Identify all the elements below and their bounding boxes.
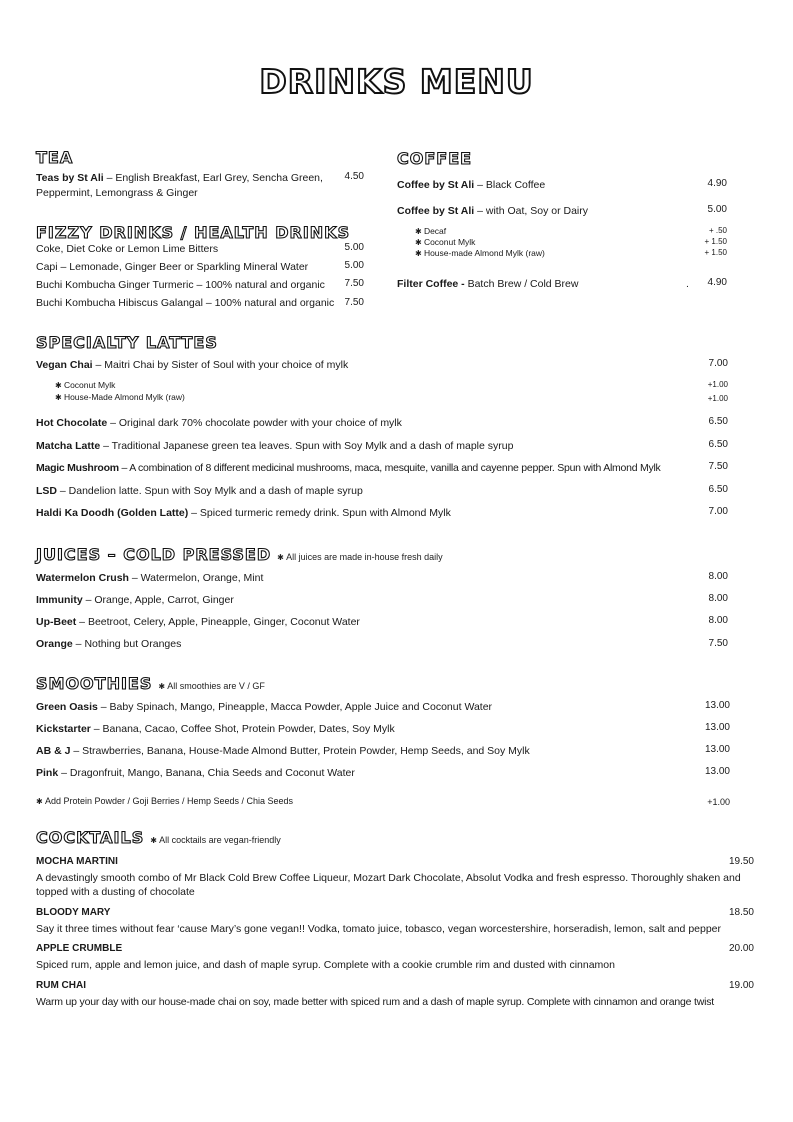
- list-item: Watermelon Crush – Watermelon, Orange, Mint: [36, 572, 264, 584]
- list-item: Buchi Kombucha Hibiscus Galangal – 100% natural and organic: [36, 297, 335, 309]
- asterisk-icon: ✱: [36, 797, 45, 806]
- extra-price: +1.00: [707, 394, 728, 403]
- price: 8.00: [708, 571, 728, 582]
- extra-item: ✱ House-Made Almond Mylk (raw): [55, 392, 185, 402]
- cocktail-desc: Say it three times without fear ‘cause Mary’s gone vegan!! Vodka, tomato juice, tobasco, vegan worcestershire, horseradish, lemon, salt and pepper: [36, 923, 722, 935]
- price: 8.00: [708, 593, 728, 604]
- list-item: Green Oasis – Baby Spinach, Mango, Pineapple, Macca Powder, Apple Juice and Coconut Water: [36, 701, 493, 713]
- list-item: Vegan Chai – Maitri Chai by Sister of Soul with your choice of mylk: [36, 359, 349, 371]
- extra-price: + 1.50: [704, 248, 727, 257]
- price: 13.00: [704, 700, 730, 711]
- list-item: Immunity – Orange, Apple, Carrot, Ginger: [36, 594, 234, 606]
- asterisk-icon: ✱: [415, 249, 424, 258]
- price: 19.50: [728, 856, 754, 867]
- tea-heading: TEA: [36, 148, 74, 167]
- addon-price: +1.00: [707, 797, 730, 807]
- cocktail-desc: Warm up your day with our house-made chai on soy, made better with spiced rum and a dash of maple syrup. Complete with cinnamon and orange twist: [36, 996, 714, 1008]
- price: 6.50: [708, 416, 728, 427]
- price: 7.50: [708, 461, 728, 472]
- extra-item: ✱ Decaf: [415, 226, 447, 236]
- list-item: Coffee by St Ali – with Oat, Soy or Dairy: [397, 205, 588, 217]
- price: 7.50: [708, 638, 728, 649]
- cocktail-name: BLOODY MARY: [36, 907, 111, 918]
- price: 7.00: [708, 358, 728, 369]
- extra-item: ✱ Coconut Mylk: [55, 380, 116, 390]
- asterisk-icon: ✱: [55, 381, 64, 390]
- juices-heading: JUICES – COLD PRESSED ✱ All juices are made in-house fresh daily: [36, 545, 443, 564]
- cocktail-desc: Spiced rum, apple and lemon juice, and dash of maple syrup. Complete with a cookie crumble rim and dusted with cinnamon: [36, 959, 615, 971]
- price: 4.50: [344, 171, 364, 182]
- cocktail-name: MOCHA MARTINI: [36, 856, 118, 867]
- list-item: Up-Beet – Beetroot, Celery, Apple, Pineapple, Ginger, Coconut Water: [36, 616, 360, 628]
- list-item: Kickstarter – Banana, Cacao, Coffee Shot, Protein Powder, Dates, Soy Mylk: [36, 723, 395, 735]
- price: 7.50: [344, 297, 364, 308]
- coffee-heading: COFFEE: [397, 149, 473, 168]
- extra-price: +1.00: [707, 380, 728, 389]
- price: 5.00: [344, 260, 364, 271]
- extra-item: ✱ House-made Almond Mylk (raw): [415, 248, 545, 258]
- list-item: Filter Coffee - Batch Brew / Cold Brew: [397, 278, 579, 290]
- asterisk-icon: ✱: [415, 238, 424, 247]
- list-item: Hot Chocolate – Original dark 70% chocolate powder with your choice of mylk: [36, 417, 402, 429]
- filter-dot: .: [686, 278, 689, 290]
- page-title: DRINKS MENU: [259, 62, 534, 101]
- list-item: AB & J – Strawberries, Banana, House-Made Almond Butter, Protein Powder, Hemp Seeds, and Soy Mylk: [36, 745, 530, 757]
- price: 8.00: [708, 615, 728, 626]
- lattes-heading: SPECIALTY LATTES: [36, 333, 218, 352]
- price: 5.00: [344, 242, 364, 253]
- extra-price: + 1.50: [704, 237, 727, 246]
- addon-item: ✱ Add Protein Powder / Goji Berries / Hemp Seeds / Chia Seeds: [36, 796, 294, 806]
- list-item: Pink – Dragonfruit, Mango, Banana, Chia Seeds and Coconut Water: [36, 767, 355, 779]
- price: 20.00: [728, 943, 754, 954]
- price: 19.00: [728, 980, 754, 991]
- price: 4.90: [707, 178, 727, 189]
- price: 18.50: [728, 907, 754, 918]
- price: 6.50: [708, 439, 728, 450]
- list-item: LSD – Dandelion latte. Spun with Soy Mylk and a dash of maple syrup: [36, 485, 363, 497]
- cocktails-heading: COCKTAILS ✱ All cocktails are vegan-friendly: [36, 828, 281, 847]
- smoothies-note: ✱ All smoothies are V / GF: [158, 681, 265, 691]
- price: 13.00: [704, 744, 730, 755]
- smoothies-heading: SMOOTHIES ✱ All smoothies are V / GF: [36, 674, 265, 693]
- cocktail-name: APPLE CRUMBLE: [36, 943, 123, 954]
- list-item: Buchi Kombucha Ginger Turmeric – 100% natural and organic: [36, 279, 325, 291]
- juices-note: ✱ All juices are made in-house fresh daily: [277, 552, 443, 562]
- price: 7.00: [708, 506, 728, 517]
- price: 5.00: [707, 204, 727, 215]
- extra-item: ✱ Coconut Mylk: [415, 237, 476, 247]
- cocktail-name: RUM CHAI: [36, 980, 86, 991]
- list-item: Matcha Latte – Traditional Japanese green tea leaves. Spun with Soy Mylk and a dash of maple syrup: [36, 440, 514, 452]
- asterisk-icon: ✱: [415, 227, 424, 236]
- asterisk-icon: ✱: [55, 393, 64, 402]
- price: 13.00: [704, 766, 730, 777]
- price: 13.00: [704, 722, 730, 733]
- price: 6.50: [708, 484, 728, 495]
- list-item: Capi – Lemonade, Ginger Beer or Sparkling Mineral Water: [36, 261, 309, 273]
- list-item: Magic Mushroom – A combination of 8 different medicinal mushrooms, maca, mesquite, vanilla and cayenne pepper. Spun with Almond Mylk: [36, 462, 661, 474]
- list-item: Coke, Diet Coke or Lemon Lime Bitters: [36, 243, 219, 255]
- fizzy-heading: FIZZY DRINKS / HEALTH DRINKS: [36, 223, 351, 242]
- list-item-desc: Peppermint, Lemongrass & Ginger: [36, 187, 198, 199]
- list-item: Orange – Nothing but Oranges: [36, 638, 182, 650]
- price: 7.50: [344, 278, 364, 289]
- cocktail-desc: A devastingly smooth combo of Mr Black Cold Brew Coffee Liqueur, Mozart Dark Chocolate, Absolut Vodka and fresh espresso. Thoroughly shaken and topped with a dusting of chocolate: [36, 872, 741, 898]
- extra-price: + .50: [708, 226, 727, 235]
- cocktails-note: ✱ All cocktails are vegan-friendly: [150, 835, 281, 845]
- list-item: Haldi Ka Doodh (Golden Latte) – Spiced turmeric remedy drink. Spun with Almond Mylk: [36, 507, 451, 519]
- price: 4.90: [707, 277, 727, 288]
- list-item: Teas by St Ali – English Breakfast, Earl Grey, Sencha Green,: [36, 172, 323, 184]
- list-item: Coffee by St Ali – Black Coffee: [397, 179, 546, 191]
